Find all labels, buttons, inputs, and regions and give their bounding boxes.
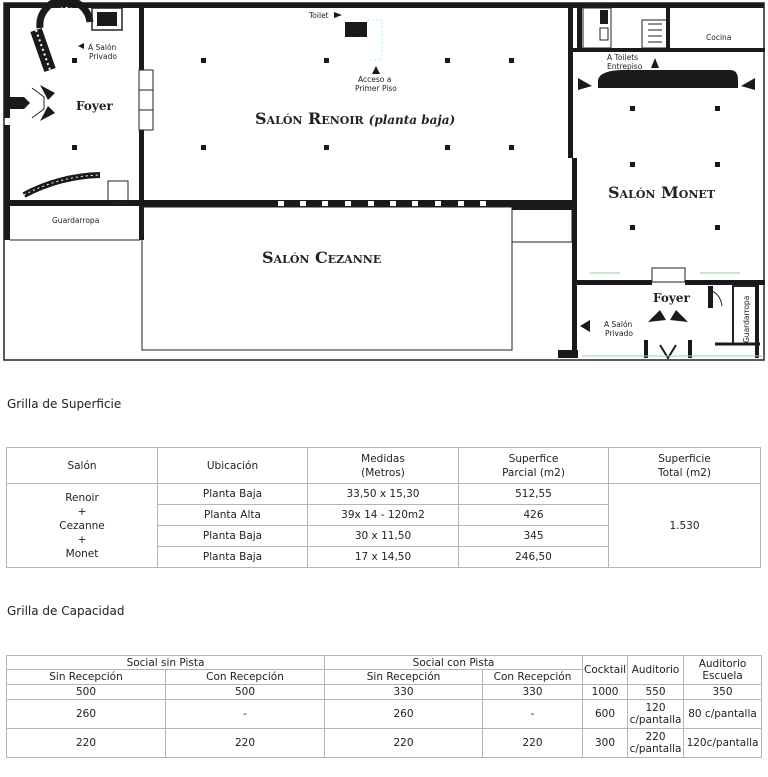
cell-scp-sin: 330 <box>325 685 483 700</box>
label-salon-privado-top-2: Privado <box>89 52 117 61</box>
header-con-recepcion: Con Recepción <box>483 670 583 685</box>
header-salon: Salón <box>7 448 158 484</box>
cell-parcial: 512,55 <box>459 484 609 505</box>
header-parcial: Superfice Parcial (m2) <box>459 448 609 484</box>
cell-parcial: 426 <box>459 505 609 526</box>
header-auditorio: Auditorio <box>628 656 684 685</box>
label-toilet: Toilet <box>309 11 329 20</box>
header-social-sin-pista: Social sin Pista <box>7 656 325 670</box>
cell-parcial: 345 <box>459 526 609 547</box>
label-toilets-entrepiso-2: Entrepiso <box>607 62 643 71</box>
cell-ubicacion: Planta Baja <box>158 526 308 547</box>
cell-medidas: 33,50 x 15,30 <box>308 484 459 505</box>
header-con-recepcion: Con Recepción <box>166 670 325 685</box>
label-salon-privado-top-1: A Salón <box>88 43 117 52</box>
cell-escuela: 80 c/pantalla <box>684 700 762 729</box>
header-cocktail: Cocktail <box>583 656 628 685</box>
capacidad-title: Grilla de Capacidad <box>7 604 125 618</box>
cell-escuela: 350 <box>684 685 762 700</box>
label-acceso-1: Acceso a <box>358 75 392 84</box>
label-cocina: Cocina <box>706 33 732 42</box>
header-medidas: Medidas (Metros) <box>308 448 459 484</box>
cell-total: 1.530 <box>609 484 761 568</box>
header-total: Superficie Total (m2) <box>609 448 761 484</box>
floor-plan <box>0 0 768 364</box>
cell-medidas: 39x 14 - 120m2 <box>308 505 459 526</box>
label-salon-monet: Salón Monet <box>608 183 715 202</box>
table-header-row <box>7 448 761 484</box>
label-toilets-entrepiso-1: A Toilets <box>607 53 639 62</box>
cell-ubicacion: Planta Baja <box>158 484 308 505</box>
cell-ssp-sin: 220 <box>7 729 166 758</box>
header-auditorio-escuela: Auditorio Escuela <box>684 656 762 685</box>
label-salon-renoir: Salón Renoir (planta baja) <box>255 109 456 128</box>
cell-ubicacion: Planta Baja <box>158 547 308 568</box>
cell-scp-sin: 220 <box>325 729 483 758</box>
cell-escuela: 120c/pantalla <box>684 729 762 758</box>
cell-scp-sin: 260 <box>325 700 483 729</box>
label-foyer-right: Foyer <box>653 291 690 305</box>
cell-ssp-con: 500 <box>166 685 325 700</box>
cell-scp-con: 330 <box>483 685 583 700</box>
cell-ssp-sin: 260 <box>7 700 166 729</box>
cell-auditorio: 120 c/pantalla <box>628 700 684 729</box>
table-header-row <box>7 656 762 670</box>
label-foyer-left: Foyer <box>76 99 113 113</box>
label-acceso-2: Primer Piso <box>355 84 397 93</box>
cell-medidas: 17 x 14,50 <box>308 547 459 568</box>
superficie-title: Grilla de Superficie <box>7 397 122 411</box>
cell-cocktail: 300 <box>583 729 628 758</box>
cell-ssp-con: 220 <box>166 729 325 758</box>
cell-scp-con: 220 <box>483 729 583 758</box>
label-salon-cezanne: Salón Cezanne <box>262 248 382 267</box>
label-guardarropa-left: Guardarropa <box>52 216 100 225</box>
table-row <box>7 700 762 729</box>
header-ubicacion: Ubicación <box>158 448 308 484</box>
label-guardarropa-right: Guardarropa <box>742 295 751 343</box>
table-row <box>7 685 762 700</box>
header-sin-recepcion: Sin Recepción <box>7 670 166 685</box>
cell-cocktail: 1000 <box>583 685 628 700</box>
cell-scp-con: - <box>483 700 583 729</box>
capacidad-table <box>6 655 762 758</box>
cell-cocktail: 600 <box>583 700 628 729</box>
header-social-con-pista: Social con Pista <box>325 656 583 670</box>
cell-ssp-con: - <box>166 700 325 729</box>
monet-stage <box>598 70 738 88</box>
cell-medidas: 30 x 11,50 <box>308 526 459 547</box>
header-sin-recepcion: Sin Recepción <box>325 670 483 685</box>
table-row <box>7 729 762 758</box>
cell-auditorio: 550 <box>628 685 684 700</box>
label-salon-privado-bottom-2: Privado <box>605 329 633 338</box>
cell-parcial: 246,50 <box>459 547 609 568</box>
superficie-table <box>6 447 761 568</box>
label-salon-privado-bottom-1: A Salón <box>604 320 633 329</box>
table-row <box>7 484 761 505</box>
cell-ubicacion: Planta Alta <box>158 505 308 526</box>
salon-cell: Renoir + Cezanne + Monet <box>7 484 158 568</box>
cell-auditorio: 220 c/pantalla <box>628 729 684 758</box>
cell-ssp-sin: 500 <box>7 685 166 700</box>
